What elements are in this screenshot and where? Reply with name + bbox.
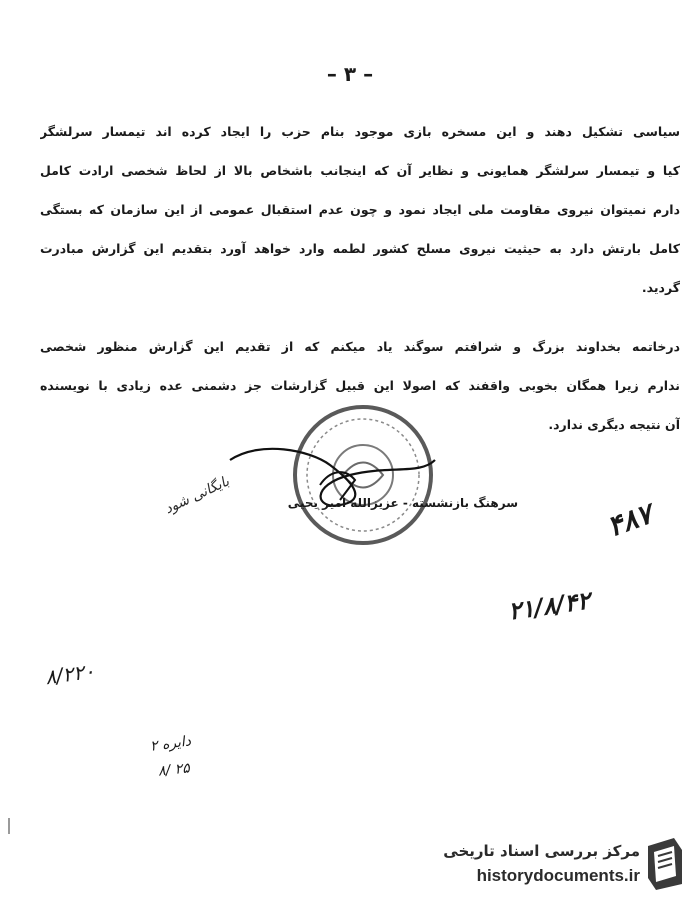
handwritten-registration-date: ۲۱/۸/۴۲ <box>506 586 592 626</box>
handwritten-registration-number: ۴۸۷ <box>602 497 657 544</box>
text-line: ندارم زیرا همگان بخوبی واقفند که اصولا این قبیل گزارشات جز دشمنی عده زیادی با نویسنده <box>40 378 680 393</box>
handwritten-reference: ۸/۲۲۰ <box>43 658 97 690</box>
signature-line: سرهنگ بازنشسته - عزیزالله امیر یحیی <box>287 496 518 510</box>
archive-logo-icon <box>644 836 686 890</box>
watermark-url: historydocuments.ir <box>476 866 640 885</box>
text-line: کامل بارتش دارد به حیثیت نیروی مسلح کشور لطمه وارد خواهد آورد بتقدیم این گزارش مبادرت <box>40 241 680 256</box>
text-line: گردید. <box>641 280 680 295</box>
handwritten-bottom-number: ۸/ ۲۵ <box>157 760 191 780</box>
handwritten-note: بایگانی شود <box>162 473 232 518</box>
archive-watermark <box>406 836 686 896</box>
text-line: آن نتیجه دیگری ندارد. <box>548 417 680 432</box>
text-line: کیا و تیمسار سرلشگر همایونی و نظایر آن که اینجانب باشخاص بالا از لحاظ شخصی ارادت کامل <box>40 163 680 178</box>
scan-artifact <box>8 818 10 834</box>
page-number: – ۳ – <box>326 62 374 86</box>
watermark-title: مرکز بررسی اسناد تاریخی <box>443 842 640 860</box>
text-line: دارم نمیتوان نیروی مقاومت ملی ایجاد نمود و چون عدم استقبال عمومی از این سازمان که بستگی <box>40 202 680 217</box>
text-line: درخاتمه بخداوند بزرگ و شرافتم سوگند یاد میکنم که از تقدیم این گزارش منظور شخصی <box>40 339 680 354</box>
text-line: سیاسی تشکیل دهند و این مسخره بازی موجود بنام حزب را ایجاد کرده اند تیمسار سرلشگر <box>40 124 680 139</box>
handwritten-bottom-mark: دایره ۲ <box>149 733 192 755</box>
letter-body <box>40 112 680 444</box>
paragraph-1 <box>40 112 680 307</box>
